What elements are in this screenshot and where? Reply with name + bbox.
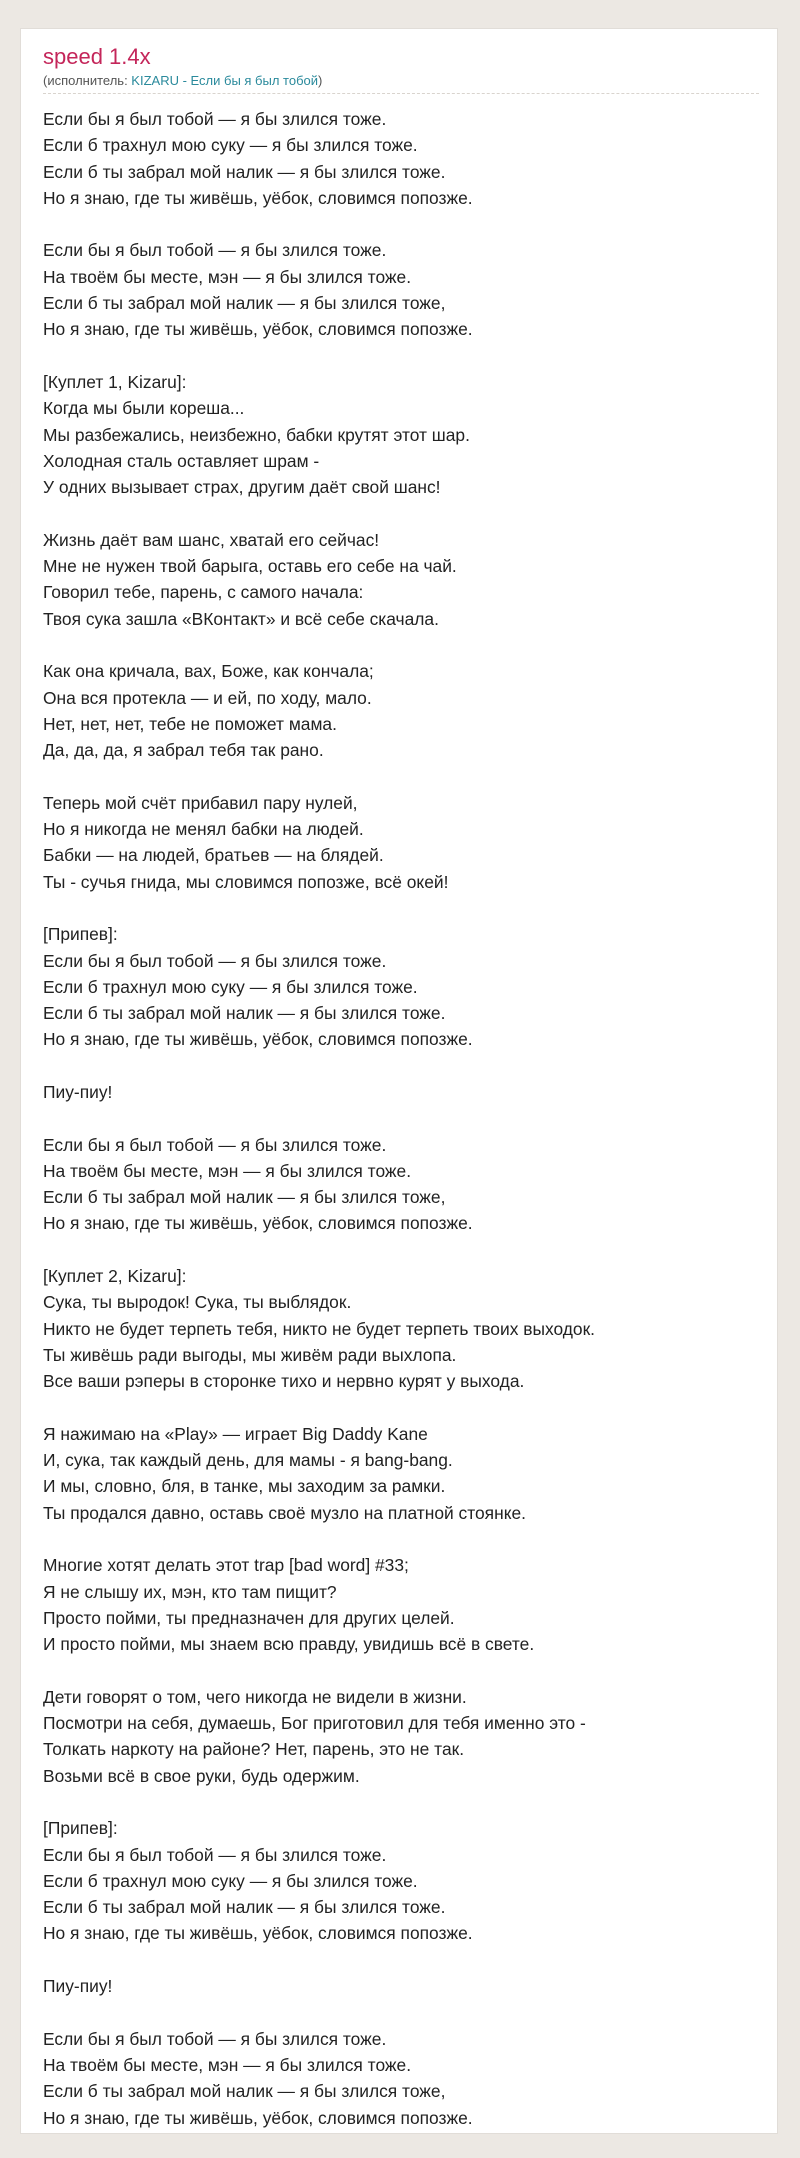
lyric-line: Мне не нужен твой барыга, оставь его себе на чай. <box>43 556 457 577</box>
lyric-line: Но я никогда не менял бабки на людей. <box>43 819 364 840</box>
lyric-line: Пиу-пиу! <box>43 1081 113 1102</box>
lyric-line: Мы разбежались, неизбежно, бабки крутят этот шар. <box>43 424 470 445</box>
lyric-line: Бабки — на людей, братьев — на блядей. <box>43 845 384 866</box>
stanza-gap <box>43 1105 767 1131</box>
stanza <box>43 1421 767 1526</box>
lyric-line: И просто пойми, мы знаем всю правду, увидишь всё в свете. <box>43 1634 535 1655</box>
stanza-gap <box>43 895 767 921</box>
stanza <box>43 790 767 895</box>
lyric-line: На твоём бы месте, мэн — я бы злился тоже. <box>43 1160 412 1181</box>
lyric-line: Если бы я был тобой — я бы злился тоже. <box>43 240 387 261</box>
lyric-line: И, сука, так каждый день, для мамы - я bang-bang. <box>43 1450 453 1471</box>
lyric-line: Просто пойми, ты предназначен для других целей. <box>43 1607 455 1628</box>
stanza <box>43 921 767 1052</box>
lyric-line: Я не слышу их, мэн, кто там пищит? <box>43 1581 337 1602</box>
lyric-line: На твоём бы месте, мэн — я бы злился тоже. <box>43 266 412 287</box>
lyric-line: Многие хотят делать этот trap [bad word] #33; <box>43 1555 409 1576</box>
lyric-line: Если б ты забрал мой налик — я бы злился тоже. <box>43 1003 446 1024</box>
stanza-gap <box>43 1999 767 2025</box>
stanza <box>43 1684 767 1789</box>
lyric-line: Пиу-пиу! <box>43 1976 113 1997</box>
lyric-line: Жизнь даёт вам шанс, хватай его сейчас! <box>43 529 380 550</box>
lyric-line: [Куплет 2, Kizaru]: <box>43 1266 187 1287</box>
stanza <box>43 1132 767 1237</box>
lyric-line: Говорил тебе, парень, с самого начала: <box>43 582 364 603</box>
lyric-line: Если б ты забрал мой налик — я бы злился тоже. <box>43 161 446 182</box>
lyric-line: Но я знаю, где ты живёшь, уёбок, словимся попозже. <box>43 2107 473 2128</box>
stanza-gap <box>43 343 767 369</box>
lyric-line: Но я знаю, где ты живёшь, уёбок, словимся попозже. <box>43 1923 473 1944</box>
lyric-line: Ты продался давно, оставь своё музло на платной стоянке. <box>43 1502 527 1523</box>
song-title: speed 1.4x <box>43 44 151 69</box>
lyric-line: Да, да, да, я забрал тебя так рано. <box>43 740 324 761</box>
stanza-gap <box>43 1237 767 1263</box>
lyric-line: [Припев]: <box>43 924 118 945</box>
lyric-line: Если б трахнул мою суку — я бы злился тоже. <box>43 1870 418 1891</box>
lyrics-card <box>20 28 778 2134</box>
lyric-line: На твоём бы месте, мэн — я бы злился тоже. <box>43 2054 412 2075</box>
stanza <box>43 237 767 342</box>
lyric-line: Если бы я был тобой — я бы злился тоже. <box>43 1134 387 1155</box>
stanza-gap <box>43 211 767 237</box>
stanza <box>43 527 767 632</box>
lyric-line: Но я знаю, где ты живёшь, уёбок, словимся попозже. <box>43 1213 473 1234</box>
lyric-line: Толкать наркоту на районе? Нет, парень, это не так. <box>43 1739 465 1760</box>
performer-line <box>43 73 322 89</box>
stanza-gap <box>43 1658 767 1684</box>
artist-link[interactable]: KIZARU - Если бы я был тобой <box>131 73 319 88</box>
stanza <box>43 2026 767 2131</box>
lyric-line: Но я знаю, где ты живёшь, уёбок, словимся попозже. <box>43 187 473 208</box>
lyric-line: [Куплет 1, Kizaru]: <box>43 371 187 392</box>
stanza <box>43 1815 767 1946</box>
lyric-line: Холодная сталь оставляет шрам - <box>43 450 320 471</box>
lyric-line: Сука, ты выродок! Сука, ты выблядок. <box>43 1292 352 1313</box>
performer-suffix: ) <box>318 73 323 88</box>
lyric-line: Если б трахнул мою суку — я бы злился тоже. <box>43 135 418 156</box>
stanza <box>43 369 767 500</box>
lyric-line: Если б ты забрал мой налик — я бы злился тоже. <box>43 1897 446 1918</box>
stanza-gap <box>43 1395 767 1421</box>
stanza <box>43 658 767 763</box>
stanza-gap <box>43 1053 767 1079</box>
stanza-gap <box>43 632 767 658</box>
lyric-line: Я нажимаю на «Play» — играет Big Daddy Kane <box>43 1423 428 1444</box>
stanza <box>43 1552 767 1657</box>
lyric-line: Ты - сучья гнида, мы словимся попозже, всё окей! <box>43 871 449 892</box>
stanza-gap <box>43 1789 767 1815</box>
lyric-line: Если бы я был тобой — я бы злился тоже. <box>43 1844 387 1865</box>
lyric-line: Если бы я был тобой — я бы злился тоже. <box>43 2028 387 2049</box>
song-header <box>43 43 759 94</box>
stanza <box>43 1263 767 1394</box>
lyric-line: Если б ты забрал мой налик — я бы злился тоже, <box>43 1187 446 1208</box>
performer-prefix: (исполнитель: <box>43 73 132 88</box>
lyric-line: Дети говорят о том, чего никогда не видели в жизни. <box>43 1686 467 1707</box>
lyric-line: Если б трахнул мою суку — я бы злился тоже. <box>43 976 418 997</box>
lyric-line: Если б ты забрал мой налик — я бы злился тоже, <box>43 293 446 314</box>
lyric-line: Если бы я был тобой — я бы злился тоже. <box>43 109 387 129</box>
lyric-line: У одних вызывает страх, другим даёт свой шанс! <box>43 477 441 498</box>
stanza-gap <box>43 1947 767 1973</box>
lyric-line: Как она кричала, вах, Боже, как кончала; <box>43 661 374 682</box>
stanza <box>43 1973 767 1999</box>
lyric-line: Твоя сука зашла «ВКонтакт» и всё себе скачала. <box>43 608 439 629</box>
stanza <box>43 106 767 211</box>
lyric-line: Но я знаю, где ты живёшь, уёбок, словимся попозже. <box>43 319 473 340</box>
lyric-line: Она вся протекла — и ей, по ходу, мало. <box>43 687 372 708</box>
lyric-line: Все ваши рэперы в сторонке тихо и нервно курят у выхода. <box>43 1371 525 1392</box>
lyric-line: Возьми всё в свое руки, будь одержим. <box>43 1765 360 1786</box>
stanza-gap <box>43 763 767 789</box>
stanza-gap <box>43 500 767 526</box>
lyrics-text <box>43 106 767 2131</box>
lyric-line: Теперь мой счёт прибавил пару нулей, <box>43 792 358 813</box>
lyric-line: Если б ты забрал мой налик — я бы злился тоже, <box>43 2081 446 2102</box>
lyric-line: Ты живёшь ради выгоды, мы живём ради выхлопа. <box>43 1344 457 1365</box>
lyric-line: Когда мы были кореша... <box>43 398 245 419</box>
stanza-gap <box>43 1526 767 1552</box>
lyric-line: И мы, словно, бля, в танке, мы заходим за рамки. <box>43 1476 446 1497</box>
stanza <box>43 1079 767 1105</box>
lyric-line: Но я знаю, где ты живёшь, уёбок, словимся попозже. <box>43 1029 473 1050</box>
lyric-line: Посмотри на себя, думаешь, Бог приготовил для тебя именно это - <box>43 1713 586 1734</box>
lyric-line: Если бы я был тобой — я бы злился тоже. <box>43 950 387 971</box>
lyric-line: [Припев]: <box>43 1818 118 1839</box>
lyric-line: Нет, нет, нет, тебе не поможет мама. <box>43 713 337 734</box>
lyric-line: Никто не будет терпеть тебя, никто не будет терпеть твоих выходок. <box>43 1318 596 1339</box>
